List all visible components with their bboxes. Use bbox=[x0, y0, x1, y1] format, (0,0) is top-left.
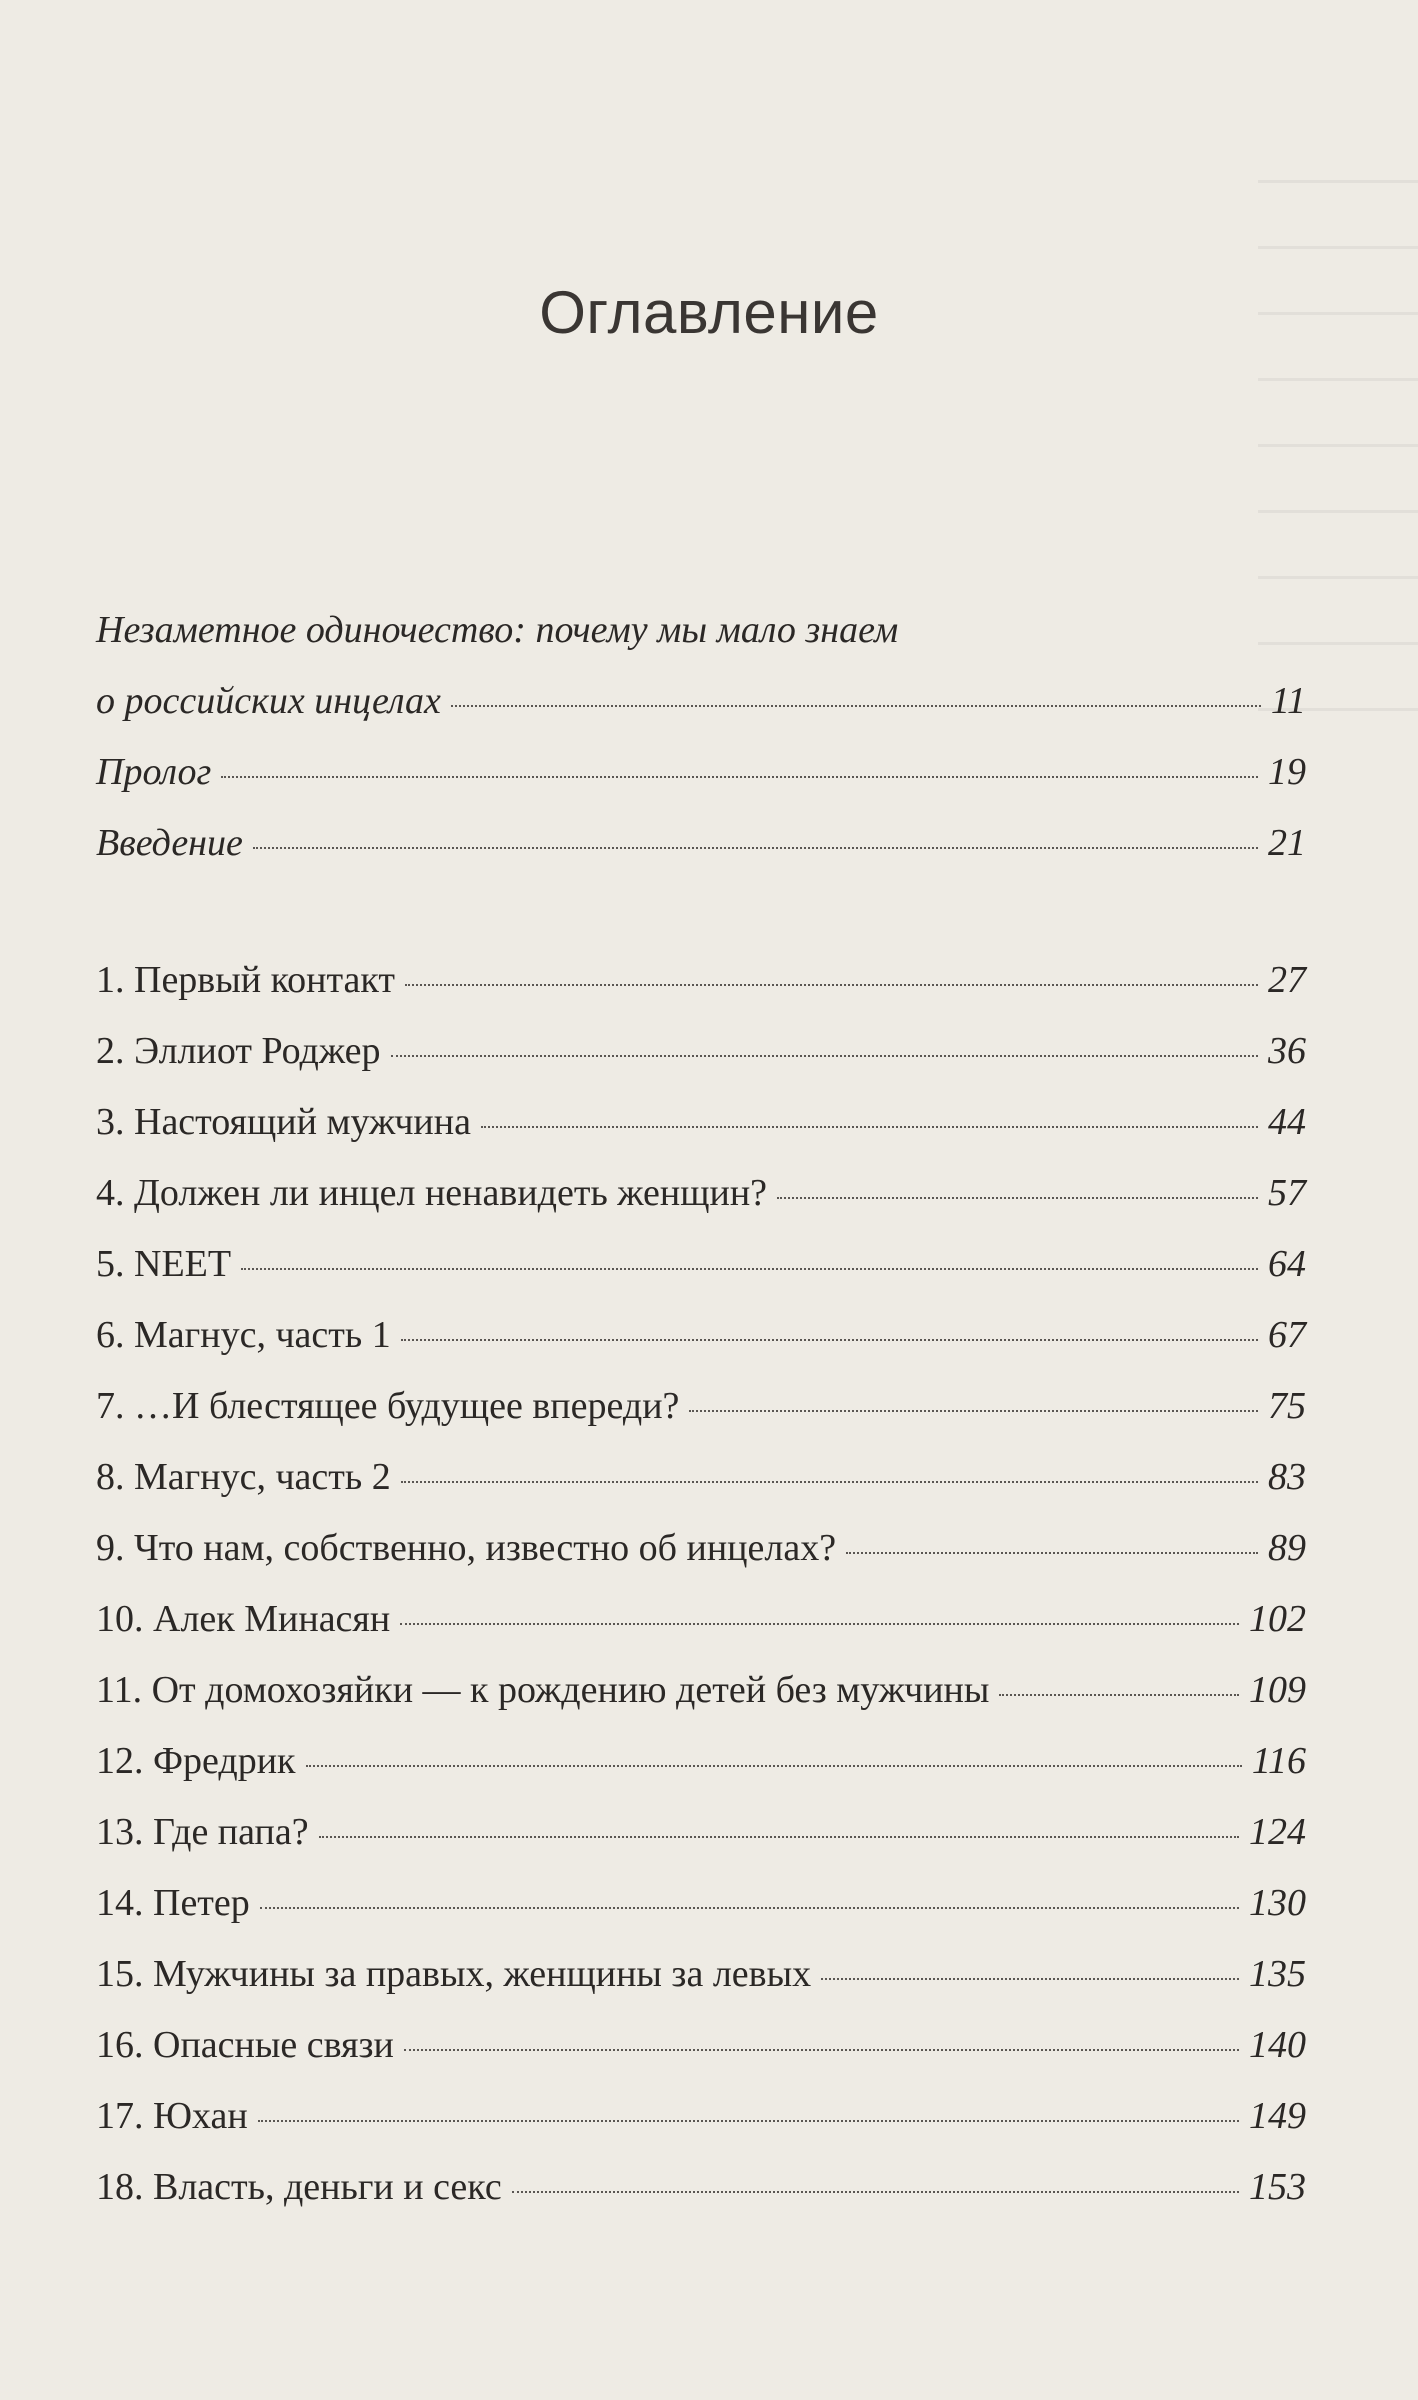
dot-leader bbox=[319, 1835, 1239, 1838]
dot-leader bbox=[260, 1906, 1239, 1909]
dot-leader bbox=[258, 2119, 1239, 2122]
toc-page-number: 83 bbox=[1268, 1456, 1306, 1498]
toc-entry-label: о российских инцелах bbox=[96, 680, 441, 722]
page-title: Оглавление bbox=[539, 279, 879, 347]
toc-page-number: 11 bbox=[1270, 680, 1306, 722]
toc-page-number: 116 bbox=[1251, 1740, 1306, 1782]
toc-page-number: 36 bbox=[1268, 1030, 1306, 1072]
chapter-list bbox=[96, 945, 1306, 2223]
dot-leader bbox=[306, 1764, 1242, 1767]
dot-leader bbox=[846, 1551, 1258, 1554]
dot-leader bbox=[404, 2048, 1239, 2051]
toc-entry bbox=[96, 2010, 1306, 2081]
toc-entry-label: 16. Опасные связи bbox=[96, 2024, 394, 2066]
toc-entry-label: 12. Фредрик bbox=[96, 1740, 296, 1782]
toc-entry-label: Пролог bbox=[96, 751, 212, 793]
toc-page-number: 130 bbox=[1249, 1882, 1306, 1924]
toc-entry bbox=[96, 1442, 1306, 1513]
toc-entry bbox=[96, 1868, 1306, 1939]
toc-entry bbox=[96, 1300, 1306, 1371]
toc-entry-label: 1. Первый контакт bbox=[96, 959, 395, 1001]
dot-leader bbox=[821, 1977, 1239, 1980]
toc-page-number: 19 bbox=[1268, 751, 1306, 793]
toc-page-number: 140 bbox=[1249, 2024, 1306, 2066]
toc-entry bbox=[96, 1513, 1306, 1584]
toc-entry-line1: Незаметное одиночество: почему мы мало знаем bbox=[96, 609, 899, 651]
toc-entry bbox=[96, 737, 1306, 808]
dot-leader bbox=[999, 1693, 1239, 1696]
toc-entry bbox=[96, 1087, 1306, 1158]
toc-entry-label: 6. Магнус, часть 1 bbox=[96, 1314, 391, 1356]
toc-entry bbox=[96, 1797, 1306, 1868]
toc-entry-label: 2. Эллиот Роджер bbox=[96, 1030, 381, 1072]
toc-page-number: 89 bbox=[1268, 1527, 1306, 1569]
toc-entry-label: 15. Мужчины за правых, женщины за левых bbox=[96, 1953, 812, 1995]
dot-leader bbox=[405, 983, 1258, 986]
front-matter-list bbox=[96, 595, 1306, 879]
toc-entry bbox=[96, 808, 1306, 879]
toc-page-number: 135 bbox=[1249, 1953, 1306, 1995]
toc-entry-label: 18. Власть, деньги и секс bbox=[96, 2166, 502, 2208]
toc-page-number: 75 bbox=[1268, 1385, 1306, 1427]
toc-page-number: 149 bbox=[1249, 2095, 1306, 2137]
dot-leader bbox=[391, 1054, 1259, 1057]
toc-entry bbox=[96, 945, 1306, 1016]
dot-leader bbox=[400, 1622, 1239, 1625]
toc-entry-label: 13. Где папа? bbox=[96, 1811, 309, 1853]
toc-page-number: 109 bbox=[1249, 1669, 1306, 1711]
toc-entry-label: 17. Юхан bbox=[96, 2095, 248, 2137]
toc-page-number: 21 bbox=[1268, 822, 1306, 864]
toc-page-number: 67 bbox=[1268, 1314, 1306, 1356]
dot-leader bbox=[777, 1196, 1258, 1199]
dot-leader bbox=[241, 1267, 1258, 1270]
toc-page-number: 57 bbox=[1268, 1172, 1306, 1214]
toc-entry-label: 4. Должен ли инцел ненавидеть женщин? bbox=[96, 1172, 768, 1214]
toc-page-number: 44 bbox=[1268, 1101, 1306, 1143]
dot-leader bbox=[253, 846, 1258, 849]
toc-page-number: 27 bbox=[1268, 959, 1306, 1001]
toc-entry bbox=[96, 1016, 1306, 1087]
toc-page-number: 64 bbox=[1268, 1243, 1306, 1285]
toc-entry bbox=[96, 666, 1306, 737]
toc-entry-label: 9. Что нам, собственно, известно об инцелах? bbox=[96, 1527, 837, 1569]
dot-leader bbox=[451, 704, 1261, 707]
dot-leader bbox=[401, 1338, 1258, 1341]
toc-entry-label: Введение bbox=[96, 822, 243, 864]
dot-leader bbox=[221, 775, 1258, 778]
toc-entry-label: 11. От домохозяйки — к рождению детей без мужчины bbox=[96, 1669, 990, 1711]
toc-entry-label: 7. …И блестящее будущее впереди? bbox=[96, 1385, 680, 1427]
toc-page-number: 102 bbox=[1249, 1598, 1306, 1640]
dot-leader bbox=[512, 2190, 1239, 2193]
toc-page-number: 153 bbox=[1249, 2166, 1306, 2208]
toc-entry bbox=[96, 1229, 1306, 1300]
toc-entry bbox=[96, 1371, 1306, 1442]
toc-entry bbox=[96, 1655, 1306, 1726]
toc-entry bbox=[96, 2081, 1306, 2152]
dot-leader bbox=[401, 1480, 1258, 1483]
toc-entry bbox=[96, 1584, 1306, 1655]
toc-entry bbox=[96, 1158, 1306, 1229]
toc-entry-label: 3. Настоящий мужчина bbox=[96, 1101, 471, 1143]
toc-entry-label: 8. Магнус, часть 2 bbox=[96, 1456, 391, 1498]
dot-leader bbox=[481, 1125, 1258, 1128]
toc-entry-label: 5. NEET bbox=[96, 1243, 232, 1285]
toc-entry-label: 10. Алек Минасян bbox=[96, 1598, 391, 1640]
dot-leader bbox=[689, 1409, 1258, 1412]
toc-entry bbox=[96, 1939, 1306, 2010]
toc-entry bbox=[96, 2152, 1306, 2223]
toc-page-number: 124 bbox=[1249, 1811, 1306, 1853]
toc-entry-label: 14. Петер bbox=[96, 1882, 250, 1924]
toc-entry bbox=[96, 1726, 1306, 1797]
